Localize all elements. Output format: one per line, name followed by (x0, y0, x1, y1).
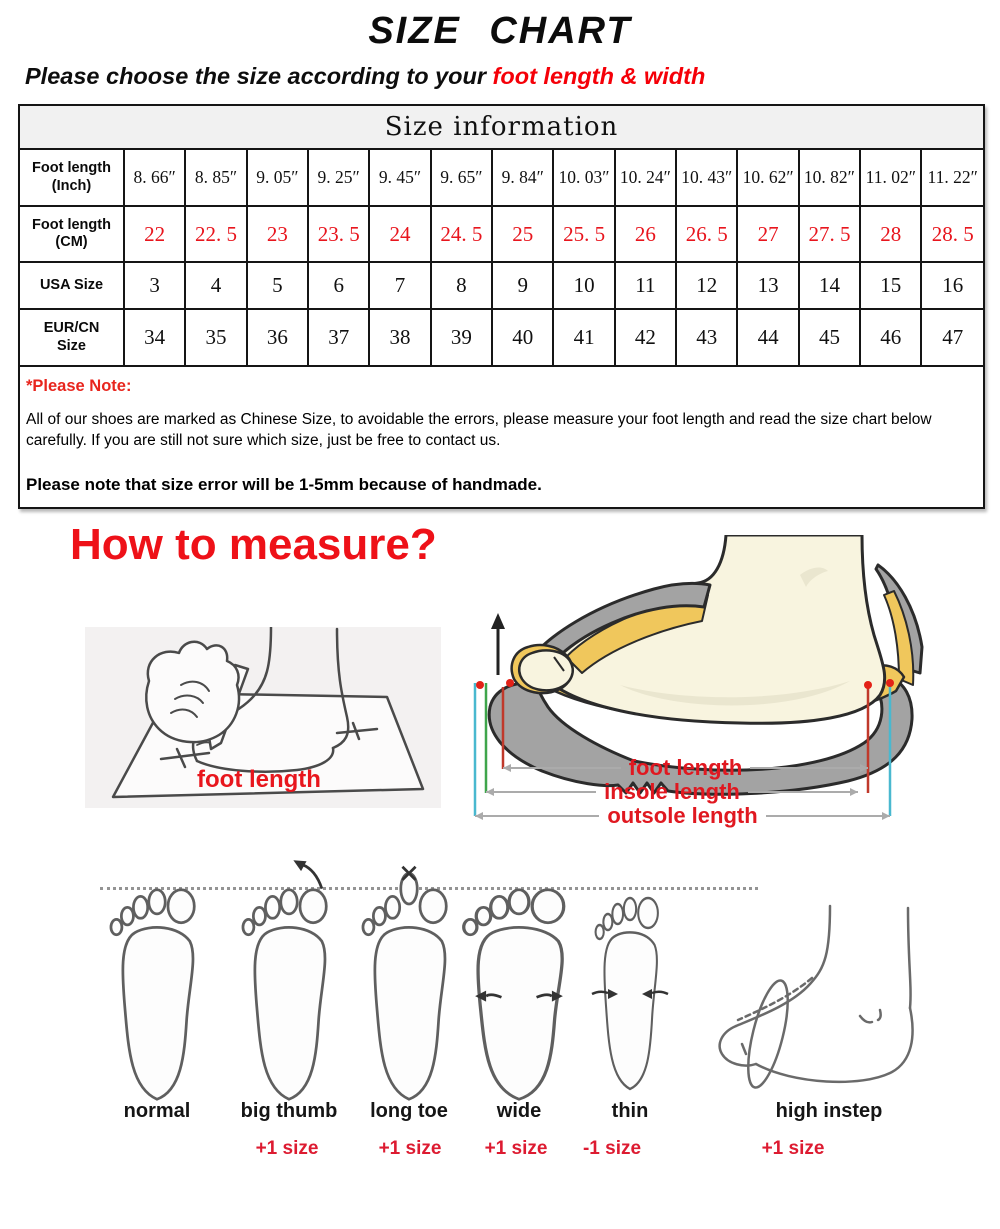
size-cell-inch: 11. 22″ (921, 150, 983, 206)
size-cell-usa: 8 (431, 262, 492, 309)
up-arrow (491, 613, 505, 675)
size-cell-inch: 11. 02″ (860, 150, 921, 206)
size-cell-inch: 8. 66″ (124, 150, 185, 206)
size-cell-usa: 7 (369, 262, 430, 309)
table-row-usa (20, 262, 983, 309)
foot-tracing-panel (85, 627, 441, 808)
size-cell-usa: 4 (185, 262, 246, 309)
size-cell-cm: 24 (369, 206, 430, 262)
size-cell-inch: 10. 43″ (676, 150, 737, 206)
insole-length-label: insole length (604, 779, 740, 804)
foot-illustration-big-thumb (215, 858, 363, 1108)
size-cell-eur: 35 (185, 309, 246, 365)
size-cell-inch: 10. 62″ (737, 150, 798, 206)
size-info-caption: Size information (20, 106, 983, 150)
notes-section (20, 365, 983, 507)
size-cell-usa: 9 (492, 262, 553, 309)
how-to-measure-heading: How to measure? (70, 520, 437, 569)
sandal-measure-diagram (470, 535, 1000, 828)
foot-length-label: foot length (628, 755, 743, 780)
size-cell-eur: 45 (799, 309, 860, 365)
notes-heading: *Please Note: (26, 377, 132, 395)
row-header-usa: USA Size (20, 262, 124, 309)
size-cell-inch: 9. 65″ (431, 150, 492, 206)
subtitle-highlight: foot length & width (492, 63, 706, 89)
row-header-inch: Foot length (Inch) (20, 150, 124, 206)
trace-foot-length-label: foot length (197, 766, 321, 793)
outsole-length-label: outsole length (607, 803, 758, 828)
size-cell-eur: 46 (860, 309, 921, 365)
size-cell-usa: 11 (615, 262, 676, 309)
size-cell-inch: 9. 45″ (369, 150, 430, 206)
size-cell-eur: 34 (124, 309, 185, 365)
table-row-cm (20, 206, 983, 262)
size-cell-eur: 43 (676, 309, 737, 365)
size-note-long-toe: +1 size (378, 1138, 442, 1159)
subtitle-text: Please choose the size according to your (25, 63, 493, 89)
foot-type-label-big-thumb: big thumb (240, 1100, 338, 1122)
size-cell-eur: 41 (553, 309, 614, 365)
foot-type-label-normal: normal (123, 1100, 191, 1122)
size-cell-cm: 28. 5 (921, 206, 983, 262)
size-cell-cm: 22. 5 (185, 206, 246, 262)
size-cell-usa: 6 (308, 262, 369, 309)
size-cell-cm: 26. 5 (676, 206, 737, 262)
size-cell-inch: 10. 03″ (553, 150, 614, 206)
size-cell-cm: 27. 5 (799, 206, 860, 262)
foot-illustration-normal (96, 858, 218, 1108)
size-cell-inch: 9. 84″ (492, 150, 553, 206)
table-row-inch (20, 150, 983, 206)
size-cell-usa: 14 (799, 262, 860, 309)
size-cell-eur: 42 (615, 309, 676, 365)
notes-emphasis: Please note that size error will be 1-5mm because of handmade. (26, 474, 542, 494)
size-cell-eur: 40 (492, 309, 553, 365)
foot-illustration-wide (461, 858, 577, 1108)
size-note-wide: +1 size (484, 1138, 548, 1159)
size-cell-cm: 23 (247, 206, 308, 262)
size-cell-usa: 3 (124, 262, 185, 309)
size-info-box (18, 104, 985, 509)
size-cell-eur: 47 (921, 309, 983, 365)
size-cell-cm: 28 (860, 206, 921, 262)
size-cell-usa: 15 (860, 262, 921, 309)
size-cell-inch: 10. 82″ (799, 150, 860, 206)
foot-illustration-long-toe (343, 858, 475, 1108)
foot-type-label-high-instep: high instep (775, 1100, 883, 1122)
size-cell-eur: 39 (431, 309, 492, 365)
page-title: SIZE CHART (368, 10, 632, 52)
foot-illustration-high-instep (712, 858, 940, 1108)
size-cell-usa: 5 (247, 262, 308, 309)
notes-body: All of our shoes are marked as Chinese Size, to avoidable the errors, please measure your foot length and read the size chart below carefully. If you are still not sure which size, just be free to contact us. (26, 411, 932, 449)
size-cell-inch: 9. 05″ (247, 150, 308, 206)
size-cell-eur: 36 (247, 309, 308, 365)
size-cell-inch: 10. 24″ (615, 150, 676, 206)
size-cell-cm: 26 (615, 206, 676, 262)
table-row-eur (20, 309, 983, 365)
size-cell-inch: 9. 25″ (308, 150, 369, 206)
dim-row-foot-length (503, 756, 868, 780)
row-header-cm: Foot length (CM) (20, 206, 124, 262)
row-header-eur: EUR/CN Size (20, 309, 124, 365)
size-cell-usa: 12 (676, 262, 737, 309)
dim-row-outsole-length (475, 804, 890, 828)
size-cell-cm: 24. 5 (431, 206, 492, 262)
size-note-big-thumb: +1 size (255, 1138, 319, 1159)
size-table (20, 150, 983, 365)
size-cell-usa: 13 (737, 262, 798, 309)
foot-type-label-wide: wide (496, 1100, 542, 1122)
size-cell-usa: 10 (553, 262, 614, 309)
size-cell-eur: 44 (737, 309, 798, 365)
subtitle (25, 63, 705, 90)
size-cell-cm: 23. 5 (308, 206, 369, 262)
size-cell-cm: 25 (492, 206, 553, 262)
foot-type-label-thin: thin (611, 1100, 649, 1122)
size-cell-eur: 38 (369, 309, 430, 365)
size-cell-cm: 22 (124, 206, 185, 262)
foot-illustration-thin (580, 858, 680, 1108)
size-cell-cm: 27 (737, 206, 798, 262)
size-cell-usa: 16 (921, 262, 983, 309)
size-cell-cm: 25. 5 (553, 206, 614, 262)
foot-type-label-long-toe: long toe (370, 1100, 448, 1122)
size-note-high-instep: +1 size (761, 1138, 825, 1159)
dim-row-insole-length (486, 780, 858, 804)
size-note-thin: -1 size (582, 1138, 642, 1159)
size-cell-inch: 8. 85″ (185, 150, 246, 206)
size-cell-eur: 37 (308, 309, 369, 365)
